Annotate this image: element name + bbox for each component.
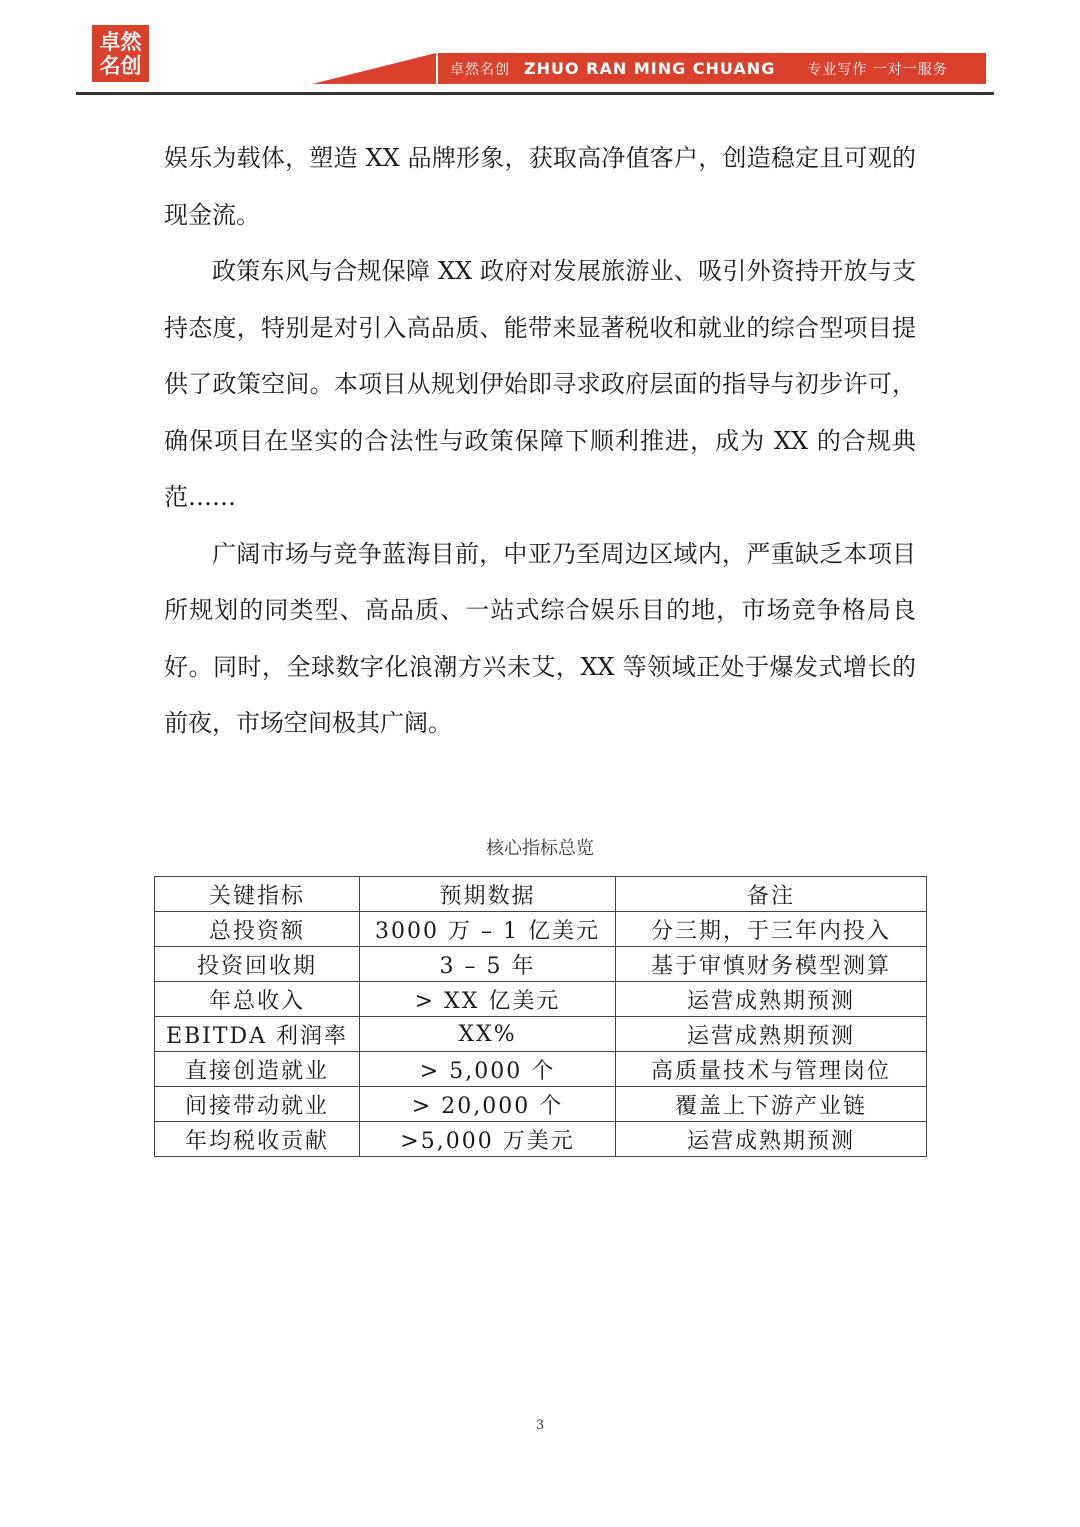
table-cell-value: 3000 万 – 1 亿美元 bbox=[360, 912, 616, 947]
table-row bbox=[155, 1052, 927, 1087]
table-row bbox=[155, 1087, 927, 1122]
table-header-cell: 备注 bbox=[616, 877, 927, 912]
header-divider bbox=[76, 92, 994, 95]
logo-text-line1: 卓然 bbox=[99, 29, 142, 54]
table-cell-note: 运营成熟期预测 bbox=[616, 1017, 927, 1052]
table-header-cell: 关键指标 bbox=[155, 877, 360, 912]
document-body bbox=[164, 130, 916, 752]
table-header-cell: 预期数据 bbox=[360, 877, 616, 912]
company-logo bbox=[92, 25, 149, 82]
banner-slogan: 专业写作 一对一服务 bbox=[807, 61, 948, 78]
table-cell-value: 3 – 5 年 bbox=[360, 947, 616, 982]
table-row bbox=[155, 1017, 927, 1052]
table-cell-value: > 20,000 个 bbox=[360, 1087, 616, 1122]
table-cell-metric: 间接带动就业 bbox=[155, 1087, 360, 1122]
paragraph-policy: 政策东风与合规保障 XX 政府对发展旅游业、吸引外资持开放与支持态度，特别是对引入高品质、能带来显著税收和就业的综合型项目提供了政策空间。本项目从规划伊始即寻求政府层面的指导与初步许可，确保项目在坚实的合法性与政策保障下顺利推进，成为 XX 的合规典范…… bbox=[164, 257, 916, 511]
table-cell-value: XX% bbox=[360, 1017, 616, 1052]
table-cell-metric: 年均税收贡献 bbox=[155, 1122, 360, 1157]
table-row bbox=[155, 982, 927, 1017]
paragraph-continuation: 娱乐为载体，塑造 XX 品牌形象，获取高净值客户，创造稳定且可观的现金流。 bbox=[164, 144, 916, 229]
table-cell-note: 分三期，于三年内投入 bbox=[616, 912, 927, 947]
table-cell-metric: 年总收入 bbox=[155, 982, 360, 1017]
table-cell-metric: EBITDA 利润率 bbox=[155, 1017, 360, 1052]
banner-brand-chinese: 卓然名创 bbox=[450, 61, 510, 78]
table-cell-note: 运营成熟期预测 bbox=[616, 1122, 927, 1157]
table-cell-metric: 直接创造就业 bbox=[155, 1052, 360, 1087]
logo-text-line2: 名创 bbox=[99, 53, 142, 78]
core-metrics-table bbox=[154, 876, 927, 1157]
header-banner bbox=[438, 53, 986, 84]
table-cell-metric: 投资回收期 bbox=[155, 947, 360, 982]
page-number: 3 bbox=[535, 1418, 545, 1433]
table-cell-note: 高质量技术与管理岗位 bbox=[616, 1052, 927, 1087]
header-wedge-shape bbox=[312, 53, 436, 84]
table-row bbox=[155, 947, 927, 982]
table-cell-value: >5,000 万美元 bbox=[360, 1122, 616, 1157]
table-cell-value: > 5,000 个 bbox=[360, 1052, 616, 1087]
table-cell-value: > XX 亿美元 bbox=[360, 982, 616, 1017]
table-cell-note: 运营成熟期预测 bbox=[616, 982, 927, 1017]
table-caption: 核心指标总览 bbox=[486, 838, 594, 859]
table-row bbox=[155, 912, 927, 947]
table-header-row bbox=[155, 877, 927, 912]
table-cell-metric: 总投资额 bbox=[155, 912, 360, 947]
paragraph-market: 广阔市场与竞争蓝海目前，中亚乃至周边区域内，严重缺乏本项目所规划的同类型、高品质、一站式综合娱乐目的地，市场竞争格局良好。同时，全球数字化浪潮方兴未艾，XX 等领域正处于爆发式增长的前夜，市场空间极其广阔。 bbox=[164, 539, 916, 737]
table-row bbox=[155, 1122, 927, 1157]
table-cell-note: 覆盖上下游产业链 bbox=[616, 1087, 927, 1122]
table-cell-note: 基于审慎财务模型测算 bbox=[616, 947, 927, 982]
banner-brand-english: ZHUO RAN MING CHUANG bbox=[524, 59, 776, 78]
